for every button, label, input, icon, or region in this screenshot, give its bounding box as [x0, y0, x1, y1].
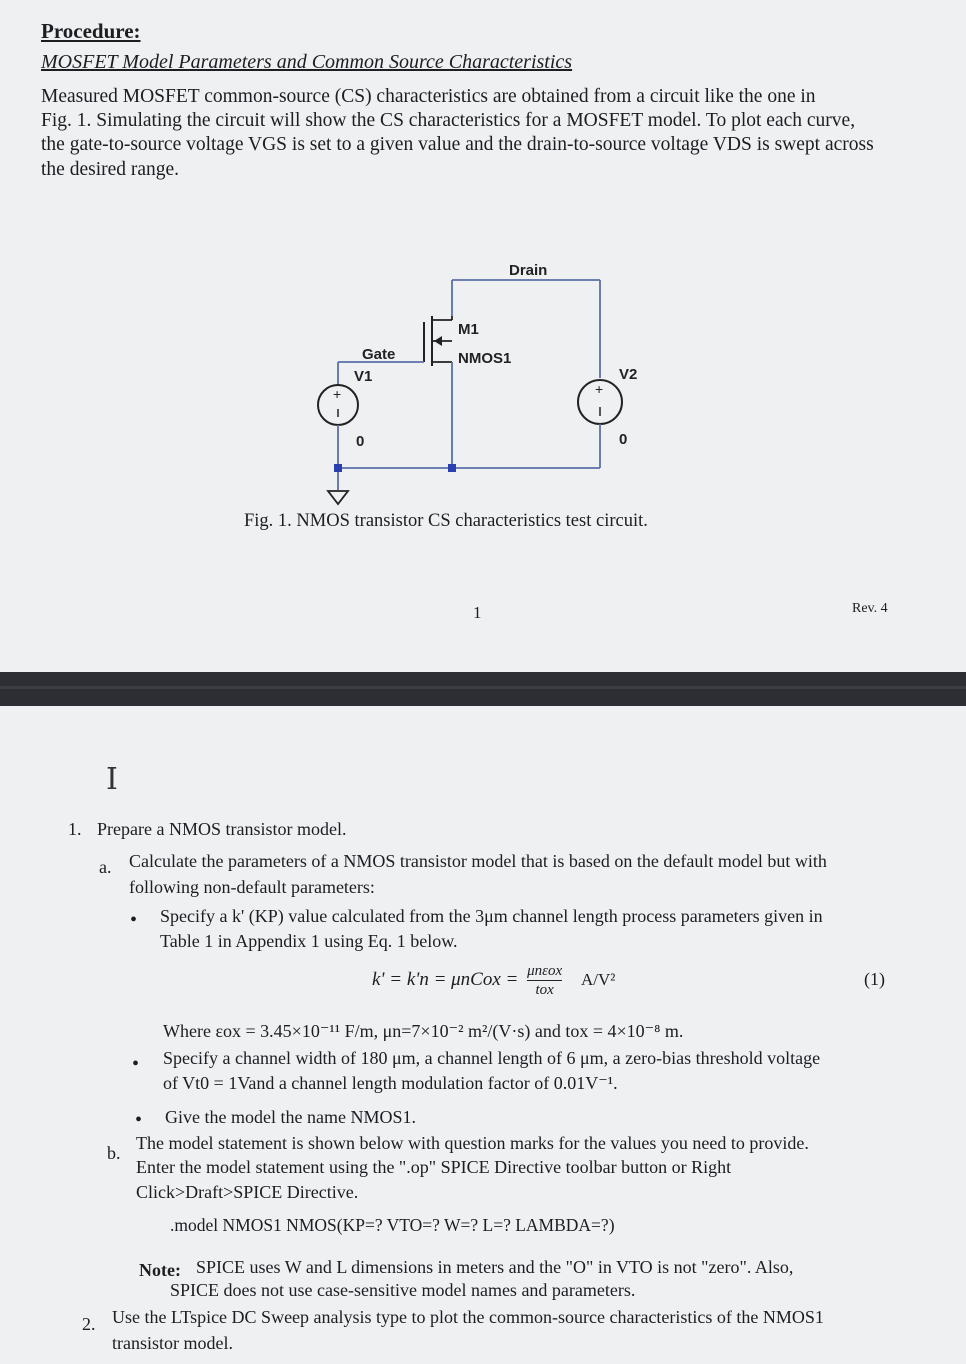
- item-1-text: Prepare a NMOS transistor model.: [97, 819, 347, 839]
- section-subtitle: MOSFET Model Parameters and Common Source Characteristics: [41, 51, 573, 73]
- bullet-3-text: Give the model the name NMOS1.: [165, 1107, 416, 1127]
- page-separator-bar: [0, 672, 966, 706]
- cs-test-circuit-diagram: [300, 250, 660, 510]
- intro-line: the gate-to-source voltage VGS is set to a given value and the drain-to-source voltage VDS is swept across: [41, 134, 874, 156]
- note-line: SPICE does not use case-sensitive model names and parameters.: [170, 1280, 636, 1300]
- intro-paragraph: [41, 85, 911, 182]
- item-2-line: transistor model.: [112, 1333, 233, 1353]
- procedure-heading: Procedure:: [41, 19, 141, 43]
- item-b-line: Enter the model statement using the ".op" SPICE Directive toolbar button or Right: [136, 1157, 732, 1177]
- page-number: 1: [473, 603, 482, 622]
- svg-text:+: +: [595, 381, 604, 397]
- note-label: Note:: [139, 1260, 181, 1280]
- nmos-transistor-symbol: [424, 316, 452, 366]
- nmos1-model-label: NMOS1: [458, 350, 512, 367]
- item-a-line: following non-default parameters:: [129, 877, 375, 897]
- item-b-line: Click>Draft>SPICE Directive.: [136, 1182, 359, 1202]
- bullet-1-line: Table 1 in Appendix 1 using Eq. 1 below.: [160, 931, 458, 951]
- ground-node-dot: [334, 464, 342, 472]
- item-a-label: a.: [99, 857, 112, 877]
- equation-number: (1): [864, 969, 885, 989]
- intro-line: Measured MOSFET common-source (CS) characteristics are obtained from a circuit like the one in: [41, 86, 816, 107]
- note-line: SPICE uses W and L dimensions in meters and the "O" in VTO is not "zero". Also,: [196, 1257, 794, 1277]
- equation-denominator: tox: [535, 982, 554, 998]
- equation-unit: A/V²: [580, 969, 616, 989]
- gate-label: Gate: [362, 346, 396, 363]
- item-a-line: Calculate the parameters of a NMOS transistor model that is based on the default model but with: [129, 851, 827, 871]
- drain-label: Drain: [509, 262, 548, 279]
- v2-voltage-source-symbol: [578, 380, 622, 424]
- item-b-line: The model statement is shown below with question marks for the values you need to provide.: [136, 1133, 809, 1153]
- bullet-2-line: Specify a channel width of 180 μm, a channel length of 6 μm, a zero-bias threshold voltage: [163, 1048, 821, 1068]
- item-b-label: b.: [107, 1143, 121, 1163]
- svg-text:+: +: [333, 386, 342, 402]
- model-statement: .model NMOS1 NMOS(KP=? VTO=? W=? L=? LAMBDA=?): [170, 1215, 615, 1235]
- bullet-1-line: Specify a k' (KP) value calculated from the 3μm channel length process parameters given in: [160, 906, 823, 926]
- bullet-icon: •: [132, 1053, 140, 1075]
- text-cursor-icon: I: [106, 762, 118, 797]
- equation-kp: [372, 962, 615, 999]
- bullet-2-line: of Vt0 = 1Vand a channel length modulation factor of 0.01V⁻¹.: [163, 1073, 618, 1093]
- equation-lhs: k' = k'n = μnCox =: [372, 968, 519, 990]
- item-1-number: 1.: [68, 819, 82, 839]
- revision-label: Rev. 4: [852, 601, 888, 616]
- m1-label: M1: [458, 321, 479, 338]
- intro-line: the desired range.: [41, 158, 180, 180]
- intro-line: Fig. 1. Simulating the circuit will show the CS characteristics for a MOSFET model. To plot each curve,: [41, 110, 856, 132]
- figure-caption: Fig. 1. NMOS transistor CS characteristics test circuit.: [244, 511, 648, 531]
- bullet-icon: •: [135, 1109, 143, 1131]
- bullet-icon: •: [130, 909, 138, 931]
- equation-numerator: μnεox: [527, 963, 563, 979]
- item-2-number: 2.: [82, 1314, 96, 1334]
- top-document-page: [0, 0, 966, 672]
- where-line: Where εox = 3.45×10⁻¹¹ F/m, μn=7×10⁻² m²/(V·s) and tox = 4×10⁻⁸ m.: [163, 1021, 684, 1041]
- v1-value: 0: [356, 433, 365, 450]
- v1-label: V1: [354, 368, 373, 385]
- equation-fraction: [527, 962, 562, 999]
- ground-symbol: [328, 491, 348, 504]
- item-2-line: Use the LTspice DC Sweep analysis type to plot the common-source characteristics of the NMOS1: [112, 1307, 824, 1327]
- source-node-dot: [448, 464, 456, 472]
- v2-value: 0: [619, 431, 628, 448]
- v2-label: V2: [619, 366, 638, 383]
- v1-voltage-source-symbol: [318, 385, 358, 425]
